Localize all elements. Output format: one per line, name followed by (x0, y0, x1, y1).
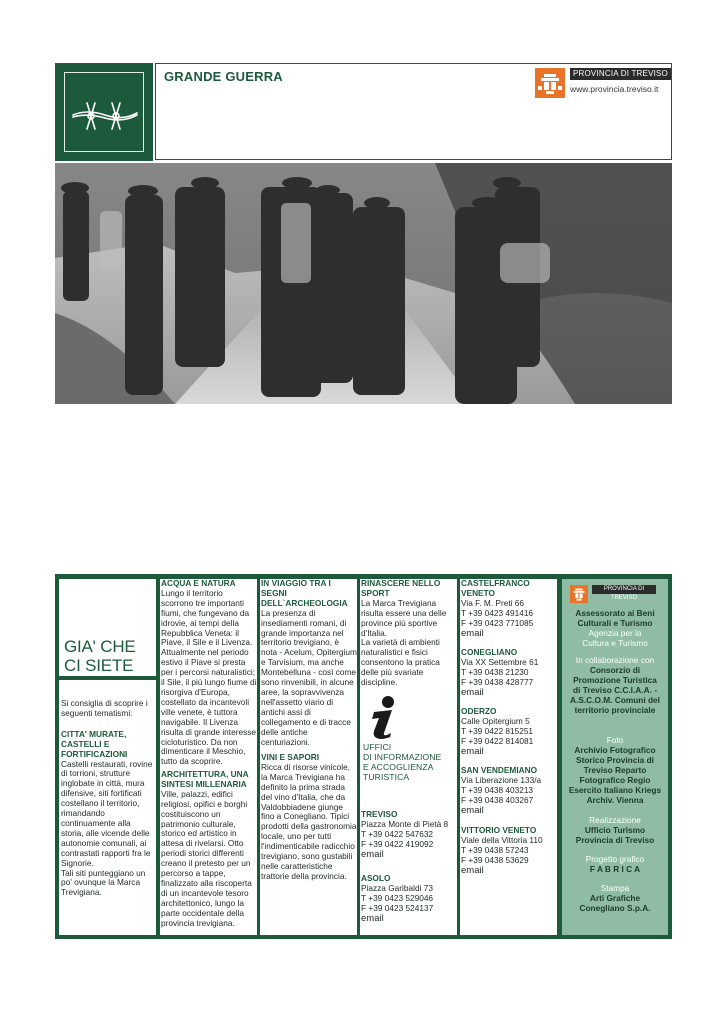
province-emblem-icon (535, 68, 565, 98)
office-tel: T +39 0438 403213 (461, 784, 534, 795)
office-email-link[interactable]: email (461, 686, 484, 698)
office-fax: F +39 0438 53629 (461, 854, 529, 865)
barbed-wire-icon (65, 73, 145, 153)
header-logo-frame (64, 72, 144, 152)
credits-progetto: F A B R I C A (589, 864, 641, 874)
office-tel: T +39 0423 491416 (461, 607, 534, 618)
credits-foto-label: Foto (606, 735, 624, 745)
section-heading-sport: RINASCERE NELLO SPORT (361, 578, 441, 598)
intro-column (59, 680, 156, 935)
office-address: Via Liberazione 133/a (461, 774, 542, 785)
office-tel: T +39 0423 529046 (361, 892, 434, 903)
office-city: CONEGLIANO (461, 647, 518, 657)
office-email-link[interactable]: email (461, 745, 484, 757)
credits-realizzazione: Ufficio Turismo Provincia di Treviso (575, 825, 655, 845)
info-i-icon (364, 695, 404, 739)
office-address: Via XX Settembre 61 (461, 656, 539, 667)
intro-title: GIA' CHE CI SIETE (64, 637, 136, 675)
office-address: Calle Opitergium 5 (461, 715, 530, 726)
office-city: CASTELFRANCO VENETO (461, 578, 530, 598)
office-email-link[interactable]: email (461, 804, 484, 816)
office-email-link[interactable]: email (361, 848, 384, 860)
office-fax: F +39 0438 403267 (461, 794, 534, 805)
section-text-sport: La Marca Trevigiana risulta essere una delle province più sportive d'Italia. (361, 597, 447, 638)
intro-text: Si consiglia di scoprire i seguenti tematismi: (61, 698, 148, 718)
office-tel: T +39 0422 547632 (361, 828, 434, 839)
province-emblem-icon (570, 585, 588, 603)
column-acqua-architettura (160, 579, 257, 935)
office-city: ASOLO (361, 873, 391, 883)
office-email-link[interactable]: email (461, 627, 484, 639)
credits-realizzazione-label: Realizzazione (589, 815, 641, 825)
office-vittorio-veneto (461, 826, 557, 876)
office-email-link[interactable]: email (361, 912, 384, 924)
office-email-link[interactable]: email (461, 864, 484, 876)
section-text-citta-2: Tali siti punteggiano un po' ovunque la Marca Trevigiana. (61, 867, 146, 898)
credits-column (562, 579, 668, 935)
office-city: TREVISO (361, 809, 398, 819)
office-tel: T +39 0438 57243 (461, 844, 529, 855)
office-city: SAN VENDEMIANO (461, 765, 538, 775)
office-fax: F +39 0423 524137 (361, 902, 434, 913)
section-heading-vini: VINI E SAPORI (261, 752, 320, 762)
section-text-acqua-2: Attualmente nel periodo estivo il Piave si presta per i percorsi naturalistici; il Sile, il più lungo fiume di risorgiva d'Europa, costellato da incantevoli ville venete, è tuttora navigabile. Il Livenza risulta di grande interesse cicloturistico. Da non dimenticare il Meschio, tutto da scoprire. (161, 647, 257, 767)
credits-consorzio: Consorzio di Promozione Turistica di Treviso C.C.I.A.A. - A.S.C.O.M. Comuni del territorio provinciale (570, 665, 660, 715)
credits-progetto-label: Progetto grafico (585, 854, 645, 864)
credits-province-label: PROVINCIA DI TREVISO (592, 585, 656, 594)
section-text-vini: Ricca di risorse vinicole, la Marca Trevigiana ha definito la prima strada del vino d'Italia, che da Valdobbiadene giunge fino a Conegliano. Tipici prodotti della gastronomia locale, uno per tutti l'indimenticabile radicchio trevigiano, sono gustabili nelle caratteristiche trattorie della provincia. (261, 761, 357, 881)
office-address: Via F. M. Preti 66 (461, 597, 525, 608)
office-address: Piazza Garibaldi 73 (361, 882, 433, 893)
credits-assessorato: Assessorato ai Beni Culturali e Turismo (575, 608, 655, 628)
office-fax: F +39 0423 771085 (461, 617, 534, 628)
office-treviso (361, 810, 457, 860)
column-offices (460, 579, 557, 935)
page-title: GRANDE GUERRA (164, 69, 283, 84)
office-san-vendemiano (461, 766, 557, 816)
section-text-viaggio: La presenza di insediamenti romani, di grande importanza nel territorio trevigiano, è nota - Acelum, Opitergium e Tarvisium, ma anche Montebelluna - così come sono rinvenibili, in alcune aree, la sopravvivenza nell'assetto viario di antichi assi di collegamento e di tracce delle antiche centuriazioni. (261, 607, 357, 747)
office-fax: F +39 0422 814081 (461, 735, 534, 746)
credits-collab-label: In collaborazione con (575, 655, 655, 665)
credits-foto: Archivio Fotografico Storico Provincia di Treviso Reparto Fotografico Regio Esercito Italiano Kriegs Archiv. Vienna (568, 745, 662, 805)
office-address: Piazza Monte di Pietà 8 (361, 818, 449, 829)
info-office-logo: UFFICI DI INFORMAZIONE E ACCOGLIENZA TURISTICA (360, 693, 457, 788)
office-tel: T +39 0438 21230 (461, 666, 529, 677)
office-fax: F +39 0422 419092 (361, 838, 434, 849)
office-address: Viale della Vittoria 110 (461, 834, 543, 845)
credits-stampa-label: Stampa (600, 883, 630, 893)
credits-stampa: Arti Grafiche Conegliano S.p.A. (579, 893, 651, 913)
column-viaggio-vini (260, 579, 357, 935)
section-heading-architettura: ARCHITETTURA, UNA SINTESI MILLENARIA (161, 769, 249, 789)
section-heading-citta: CITTA' MURATE, CASTELLI E FORTIFICAZIONI (61, 728, 128, 759)
credits-agenzia: Agenzia per la Cultura e Turismo (582, 628, 648, 648)
section-heading-viaggio: IN VIAGGIO TRA I SEGNI DELL`ARCHEOLOGIA (261, 578, 348, 608)
section-heading-acqua: ACQUA E NATURA (161, 578, 236, 588)
section-text-acqua: Lungo il territorio scorrono tre importanti fiumi, che fungevano da idrovie, ai tempi della Repubblica Veneta: il Piave, il Sile e il Livenza. (161, 587, 253, 648)
office-city: ODERZO (461, 706, 497, 716)
office-fax: F +39 0438 428777 (461, 676, 534, 687)
historic-soldiers-photo (55, 163, 672, 404)
office-conegliano (461, 648, 557, 698)
province-url-link[interactable]: www.provincia.treviso.it (570, 84, 659, 94)
office-castelfranco (461, 579, 557, 639)
province-label: PROVINCIA DI TREVISO (570, 68, 671, 80)
office-asolo (361, 874, 457, 924)
office-tel: T +39 0422 815251 (461, 725, 534, 736)
office-oderzo (461, 707, 557, 757)
section-text-citta: Castelli restaurati, rovine di torrioni, strutture inglobate in città, mura difensive, siti fortificati costellano il territorio, rimandando continuamente alla storia, alle vicende delle autonomie comunali, ai contrastati rapporti fra le Signorie. (61, 758, 153, 868)
section-text-sport-2: La varietà di ambienti naturalistici e fisici consentono la pratica delle più svariate discipline. (361, 637, 440, 688)
section-text-architettura: Ville, palazzi, edifici religiosi, opifici e borghi costituiscono un patrimonio culturale, storico ed artistico in attesa di rivelarsi. Otto periodi storici differenti creano il pretesto per un percorso a tappe, finalizzato alla riscoperta di un incantevole tesoro architettonico, lungo la parte occidentale della provincia trevigiana. (161, 788, 252, 928)
office-city: VITTORIO VENETO (461, 825, 537, 835)
